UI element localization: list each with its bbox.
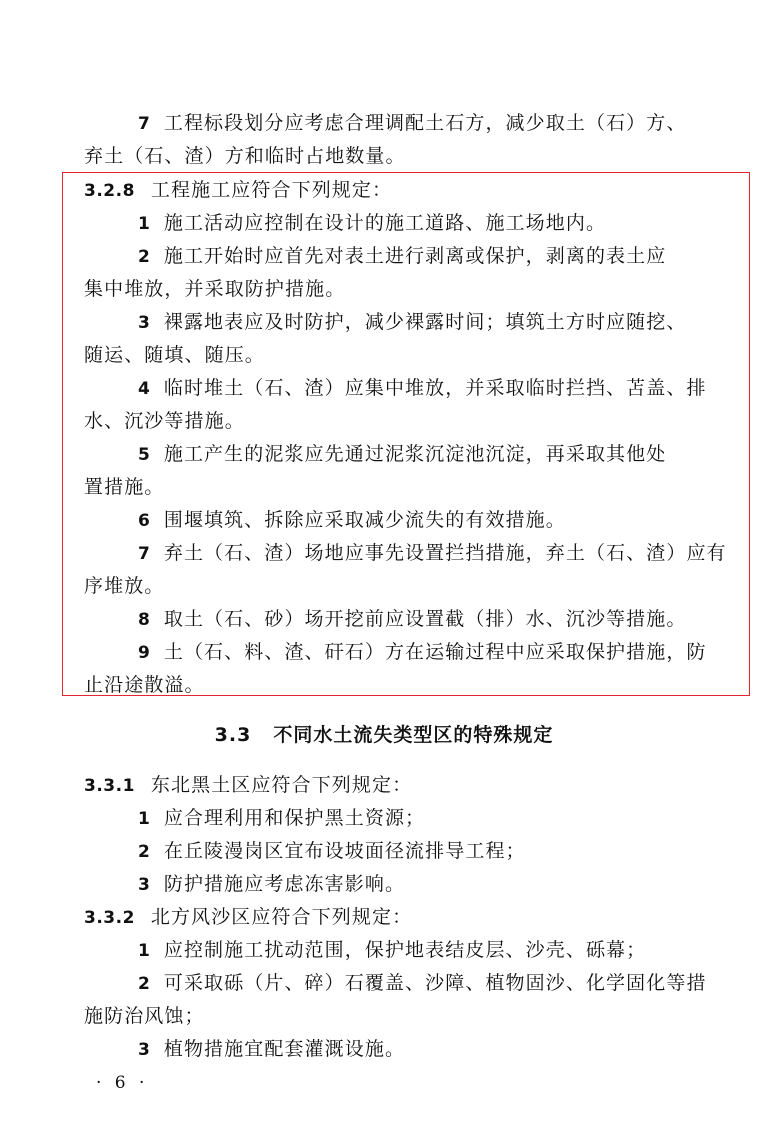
clause-3-2-8-item-8: 8 取土（石、砂）场开挖前应设置截（排）水、沉沙等措施。 (138, 608, 687, 630)
clause-number: 3.3.2 (84, 908, 135, 928)
clause-3-3-1-item-1: 1 应合理利用和保护黑土资源； (138, 807, 426, 829)
section-title: 不同水土流失类型区的特殊规定 (273, 724, 554, 746)
clause-3-2-8-item-9-cont: 止沿途散溢。 (84, 674, 205, 696)
clause-3-2-8-item-7-cont: 序堆放。 (84, 575, 165, 597)
clause-number: 3.2.8 (84, 181, 135, 201)
section-number: 3.3 (214, 724, 252, 746)
clause-3-3-1-item-2: 2 在丘陵漫岗区宜布设坡面径流排导工程； (138, 840, 526, 862)
clause-3-2-8-item-6: 6 围堰填筑、拆除应采取减少流失的有效措施。 (138, 509, 566, 531)
clause-3-2-8-heading (84, 177, 714, 204)
page-number: · 6 · (96, 1073, 149, 1093)
clause-3-3-2-item-3: 3 植物措施宜配套灌溉设施。 (138, 1038, 406, 1060)
clause-3-3-1-item-3: 3 防护措施应考虑冻害影响。 (138, 873, 406, 895)
item-number: 7 (138, 114, 150, 134)
clause-number: 3.3.1 (84, 776, 135, 796)
clause-3-2-8-item-5: 5 施工产生的泥浆应先通过泥浆沉淀池沉淀，再采取其他处 (138, 443, 667, 465)
clause-3-2-8-item-1: 1 施工活动应控制在设计的施工道路、施工场地内。 (138, 212, 607, 234)
clause-3-3-2-item-1: 1 应控制施工扰动范围，保护地表结皮层、沙壳、砾幕； (138, 939, 647, 961)
clause-3-3-2-item-2: 2 可采取砾（片、碎）石覆盖、沙障、植物固沙、化学固化等措 (138, 972, 707, 994)
clause-3-2-8-item-7: 7 弃土（石、渣）场地应事先设置拦挡措施，弃土（石、渣）应有 (138, 542, 727, 564)
clause-3-2-8-item-4: 4 临时堆土（石、渣）应集中堆放，并采取临时拦挡、苫盖、排 (138, 377, 707, 399)
clause-3-2-8-item-2-cont: 集中堆放，并采取防护措施。 (84, 278, 346, 300)
clause-3-2-8-item-3-cont: 随运、随填、随压。 (84, 344, 265, 366)
clause-title: 东北黑土区应符合下列规定： (150, 774, 413, 796)
clause-3-2-8-item-5-cont: 置措施。 (84, 476, 165, 498)
clause-3-3-1-heading (84, 772, 714, 799)
clause-3-2-8-item-2: 2 施工开始时应首先对表土进行剥离或保护，剥离的表土应 (138, 245, 667, 267)
clause-3-2-8-item-9: 9 土（石、料、渣、矸石）方在运输过程中应采取保护措施，防 (138, 641, 707, 663)
clause-3-2-8-item-3: 3 裸露地表应及时防护，减少裸露时间；填筑土方时应随挖、 (138, 311, 687, 333)
clause-title: 北方风沙区应符合下列规定： (150, 906, 413, 928)
prev-item-7-line-1: 7 工程标段划分应考虑合理调配土石方，减少取土（石）方、 (138, 110, 714, 137)
section-heading-3-3 (0, 722, 768, 748)
clause-3-2-8-item-4-cont: 水、沉沙等措施。 (84, 410, 245, 432)
clause-title: 工程施工应符合下列规定： (150, 179, 393, 201)
clause-3-3-2-heading (84, 904, 714, 931)
prev-item-7-line-2: 弃土（石、渣）方和临时占地数量。 (84, 145, 406, 167)
clause-3-3-2-item-2-cont: 施防治风蚀； (84, 1005, 205, 1027)
